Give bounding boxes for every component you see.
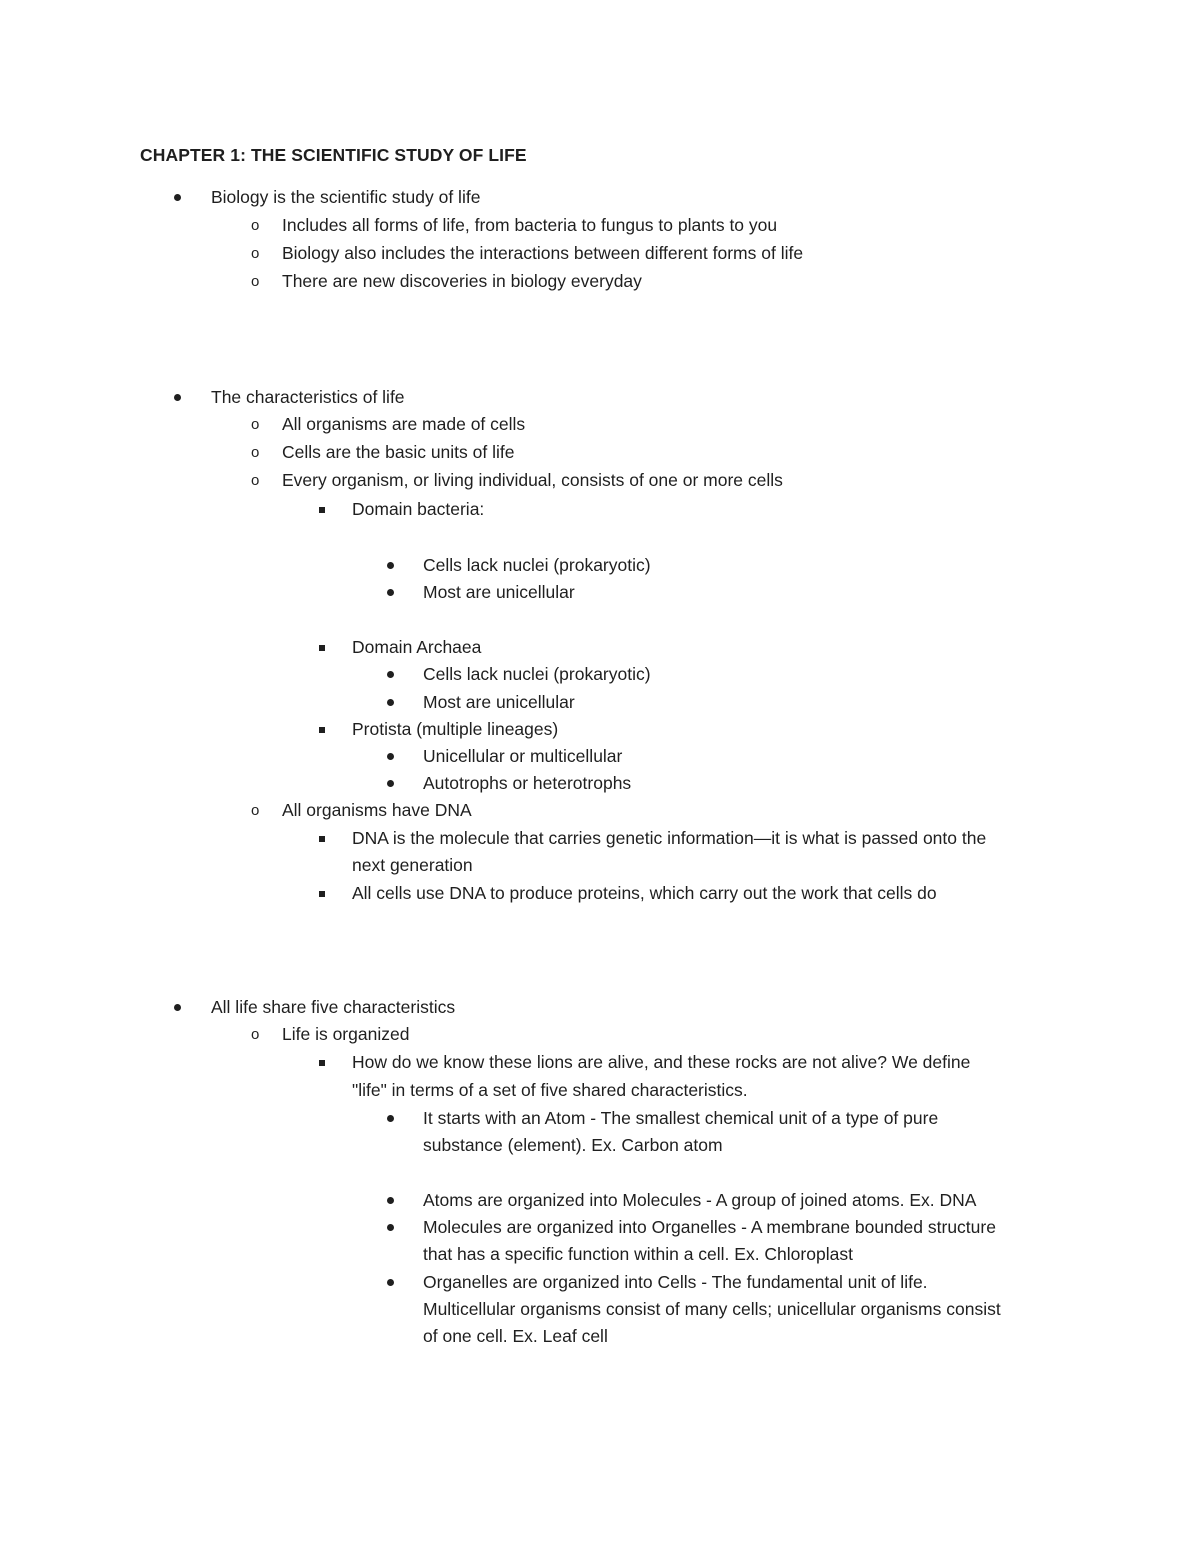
list-item: Cells are the basic units of life (282, 442, 515, 462)
section-heading: All life share five characteristics (211, 997, 456, 1017)
domain-label: Domain bacteria: (352, 499, 485, 519)
bullet-circle-icon: o (251, 217, 260, 234)
level-line: Organelles are organized into Cells - The fundamental unit of life. (423, 1272, 928, 1292)
list-item: Unicellular or multicellular (423, 746, 623, 766)
list-item: Every organism, or living individual, consists of one or more cells (282, 470, 783, 490)
question-line: "life" in terms of a set of five shared characteristics. (352, 1080, 748, 1100)
bullet-dot-icon (387, 589, 394, 596)
list-item: Biology also includes the interactions between different forms of life (282, 243, 804, 263)
list-item: All organisms have DNA (282, 800, 472, 820)
bullet-circle-icon: o (251, 245, 260, 262)
list-item: Autotrophs or heterotrophs (423, 773, 632, 793)
bullet-circle-icon: o (251, 1026, 260, 1043)
list-item: All organisms are made of cells (282, 414, 526, 434)
bullet-square-icon (319, 645, 325, 651)
level-line: that has a specific function within a cell. Ex. Chloroplast (423, 1244, 853, 1264)
bullet-dot-icon (387, 1115, 394, 1122)
dna-point-continued: next generation (352, 855, 473, 875)
level-line: Molecules are organized into Organelles - A membrane bounded structure (423, 1217, 996, 1237)
bullet-dot-icon (387, 1197, 394, 1204)
bullet-circle-icon: o (251, 416, 260, 433)
bullet-circle-icon: o (251, 444, 260, 461)
bullet-dot-icon (387, 1224, 394, 1231)
list-item: Most are unicellular (423, 582, 575, 602)
dna-point: DNA is the molecule that carries genetic information—it is what is passed onto the (352, 828, 987, 848)
level-line: Atoms are organized into Molecules - A group of joined atoms. Ex. DNA (423, 1190, 977, 1210)
list-item: Includes all forms of life, from bacteria to fungus to plants to you (282, 215, 778, 235)
bullet-circle-icon: o (251, 472, 260, 489)
bullet-dot-icon (387, 671, 394, 678)
bullet-dot-icon (387, 699, 394, 706)
level-line: substance (element). Ex. Carbon atom (423, 1135, 723, 1155)
bullet-dot-icon (387, 780, 394, 787)
list-item: Life is organized (282, 1024, 410, 1044)
bullet-dot-icon (387, 562, 394, 569)
list-item: Most are unicellular (423, 692, 575, 712)
bullet-square-icon (319, 507, 325, 513)
list-item: Cells lack nuclei (prokaryotic) (423, 555, 651, 575)
level-line: of one cell. Ex. Leaf cell (423, 1326, 608, 1346)
chapter-title: CHAPTER 1: THE SCIENTIFIC STUDY OF LIFE (140, 145, 527, 165)
section-heading: The characteristics of life (211, 387, 405, 407)
list-item: Cells lack nuclei (prokaryotic) (423, 664, 651, 684)
bullet-circle-icon: o (251, 802, 260, 819)
bullet-circle-icon: o (251, 273, 260, 290)
bullet-square-icon (319, 727, 325, 733)
domain-label: Domain Archaea (352, 637, 482, 657)
question-line: How do we know these lions are alive, and these rocks are not alive? We define (352, 1052, 971, 1072)
bullet-dot-icon (174, 394, 181, 401)
bullet-dot-icon (174, 1004, 181, 1011)
bullet-dot-icon (387, 753, 394, 760)
dna-point: All cells use DNA to produce proteins, which carry out the work that cells do (352, 883, 937, 903)
level-line: It starts with an Atom - The smallest chemical unit of a type of pure (423, 1108, 939, 1128)
bullet-dot-icon (174, 194, 181, 201)
level-line: Multicellular organisms consist of many cells; unicellular organisms consist (423, 1299, 1001, 1319)
section-heading: Biology is the scientific study of life (211, 187, 481, 207)
bullet-square-icon (319, 1060, 325, 1066)
bullet-square-icon (319, 891, 325, 897)
bullet-dot-icon (387, 1279, 394, 1286)
list-item: There are new discoveries in biology everyday (282, 271, 642, 291)
bullet-square-icon (319, 836, 325, 842)
domain-label: Protista (multiple lineages) (352, 719, 559, 739)
